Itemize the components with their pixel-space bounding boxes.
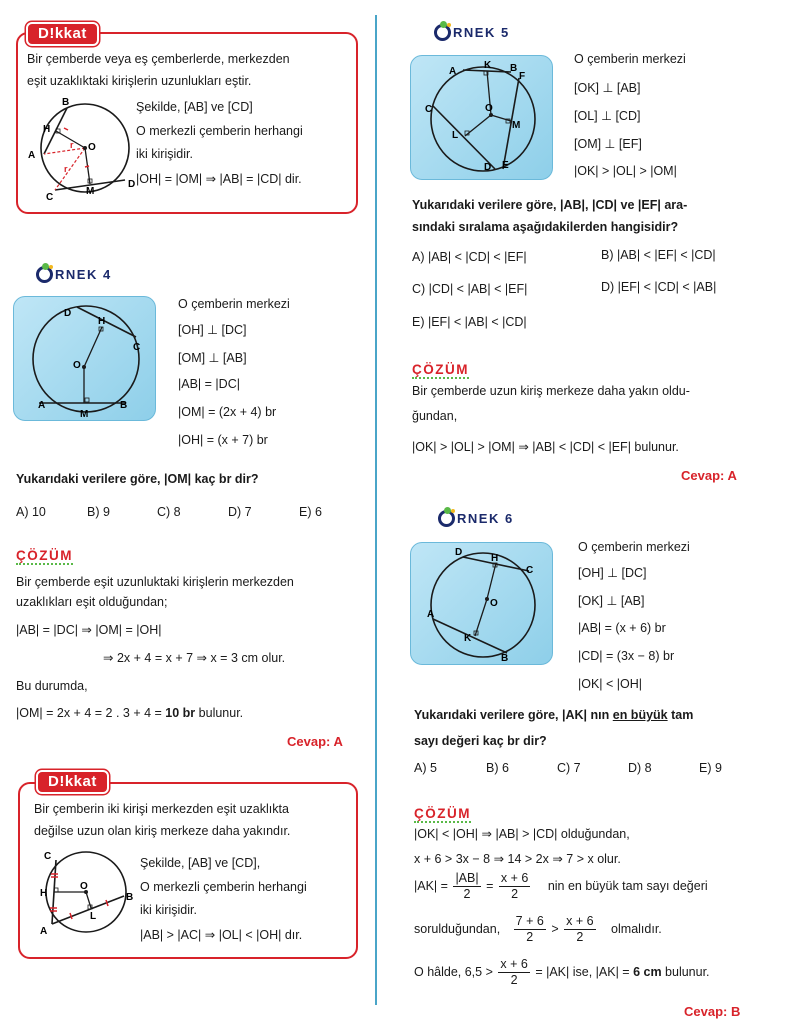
cozum5-header: ÇÖZÜM bbox=[412, 362, 469, 377]
cozum5-line-1: Bir çemberde uzun kiriş merkeze daha yakın oldu- bbox=[412, 384, 690, 398]
ornek5-figure bbox=[410, 55, 553, 180]
label-B: B bbox=[120, 400, 128, 411]
ornek5-question-2: sındaki sıralama aşağıdakilerden hangisidir? bbox=[412, 220, 679, 234]
ornek4-option-c: C) 8 bbox=[157, 505, 181, 519]
label-B: B bbox=[510, 63, 518, 74]
label-F: F bbox=[519, 71, 526, 82]
ornek4-given-2: [OH] ⊥ [DC] bbox=[178, 323, 247, 337]
ornek6-option-e: E) 9 bbox=[699, 761, 722, 775]
ornek4-given-1: O çemberin merkezi bbox=[178, 297, 290, 311]
ornek6-given-4: |AB| = (x + 6) br bbox=[578, 621, 666, 635]
dikkat2-figure bbox=[30, 846, 142, 942]
label-O: O bbox=[485, 103, 493, 114]
ornek6-option-c: C) 7 bbox=[557, 761, 581, 775]
ornek4-option-e: E) 6 bbox=[299, 505, 322, 519]
label-H: H bbox=[43, 124, 51, 135]
label-B: B bbox=[501, 653, 509, 664]
ornek-logo-icon bbox=[434, 24, 451, 41]
label-O: O bbox=[73, 360, 81, 371]
label-L: L bbox=[452, 130, 459, 141]
fraction: $\frac{x + 6}{2}$ bbox=[500, 957, 528, 987]
dikkat2-text-2: O merkezli çemberin herhangi bbox=[140, 880, 307, 894]
ornek6-given-5: |CD| = (3x − 8) br bbox=[578, 649, 675, 663]
cozum4-header: ÇÖZÜM bbox=[16, 548, 73, 563]
ornek6-given-3: [OK] ⊥ [AB] bbox=[578, 594, 645, 608]
label-E: E bbox=[502, 160, 509, 171]
ornek4-figure bbox=[13, 296, 156, 421]
label-H: H bbox=[491, 553, 499, 564]
fraction: $\frac{x + 6}{2}$ bbox=[500, 871, 529, 901]
cozum4-line-4: ⇒ 2x + 4 = x + 7 ⇒ x = 3 cm olur. bbox=[103, 651, 286, 665]
label-M: M bbox=[86, 186, 95, 197]
fraction: $\frac{|AB|}{2}$ bbox=[455, 871, 479, 901]
cozum4-line-6: |OM| = 2x + 4 = 2 . 3 + 4 = 10 br bulunur. bbox=[16, 706, 244, 720]
ornek5-option-e: E) |EF| < |AB| < |CD| bbox=[412, 315, 527, 329]
ornek4-given-4: |AB| = |DC| bbox=[178, 377, 240, 391]
dikkat-tag-1: D!kkat bbox=[26, 22, 99, 46]
ornek6-given-1: O çemberin merkezi bbox=[578, 540, 690, 554]
cozum6-line-2: x + 6 > 3x − 8 ⇒ 14 > 2x ⇒ 7 > x olur. bbox=[414, 852, 621, 866]
ornek5-given-1: O çemberin merkezi bbox=[574, 52, 686, 66]
label-B: B bbox=[62, 97, 70, 108]
label-C: C bbox=[133, 342, 141, 353]
label-O: O bbox=[88, 142, 96, 153]
label-O: O bbox=[80, 881, 88, 892]
ornek4-header: RNEK 4 bbox=[36, 266, 112, 283]
ornek6-given-2: [OH] ⊥ [DC] bbox=[578, 566, 647, 580]
ornek4-option-a: A) 10 bbox=[16, 505, 46, 519]
dikkat2-intro-1: Bir çemberin iki kirişi merkezden eşit uzaklıkta bbox=[34, 802, 289, 816]
ornek5-given-4: [OM] ⊥ [EF] bbox=[574, 137, 642, 151]
dikkat2-text-3: iki kirişidir. bbox=[140, 903, 197, 917]
label-r2: r bbox=[64, 164, 68, 174]
ornek4-given-3: [OM] ⊥ [AB] bbox=[178, 351, 247, 365]
cozum6-line-3: |AK| = $\frac{|AB|}{2}$ = $\frac{x + 6}{2}$ nin en büyük tam sayı değeri bbox=[414, 871, 708, 901]
cozum6-line-4: sorulduğundan, $\frac{7 + 6}{2}$ > $\frac{x + 6}{2}$ olmalıdır. bbox=[414, 914, 662, 944]
fraction: $\frac{x + 6}{2}$ bbox=[566, 914, 594, 944]
ornek6-option-d: D) 8 bbox=[628, 761, 652, 775]
label-H: H bbox=[40, 888, 48, 899]
label-B: B bbox=[126, 892, 134, 903]
ornek6-option-a: A) 5 bbox=[414, 761, 437, 775]
dikkat2-text-4: |AB| > |AC| ⇒ |OL| < |OH| dır. bbox=[140, 928, 303, 942]
dikkat-tag-2: D!kkat bbox=[36, 770, 109, 794]
cozum4-answer: Cevap: A bbox=[287, 734, 343, 749]
label-D: D bbox=[128, 179, 136, 190]
cozum5-answer: Cevap: A bbox=[681, 468, 737, 483]
ornek4-given-6: |OH| = (x + 7) br bbox=[178, 433, 268, 447]
dikkat1-intro-2: eşit uzaklıktaki kirişlerin uzunlukları eştir. bbox=[27, 74, 252, 88]
ornek5-option-d: D) |EF| < |CD| < |AB| bbox=[601, 280, 717, 294]
ornek6-given-6: |OK| < |OH| bbox=[578, 677, 643, 691]
column-divider bbox=[375, 15, 377, 1005]
dikkat1-figure bbox=[22, 92, 140, 204]
label-D: D bbox=[455, 547, 463, 558]
label-O: O bbox=[490, 598, 498, 609]
cozum6-line-1: |OK| < |OH| ⇒ |AB| > |CD| olduğundan, bbox=[414, 827, 630, 841]
label-L: L bbox=[90, 911, 97, 922]
dikkat1-intro-1: Bir çemberde veya eş çemberlerde, merkezden bbox=[27, 52, 290, 66]
label-C: C bbox=[526, 565, 534, 576]
label-K: K bbox=[484, 60, 492, 71]
cozum4-line-3: |AB| = |DC| ⇒ |OM| = |OH| bbox=[16, 623, 162, 637]
label-D: D bbox=[484, 162, 492, 173]
label-A: A bbox=[28, 150, 36, 161]
cozum4-line-1: Bir çemberde eşit uzunluktaki kirişlerin merkezden bbox=[16, 575, 294, 589]
dikkat1-text-1: Şekilde, [AB] ve [CD] bbox=[136, 100, 253, 114]
label-C: C bbox=[46, 192, 54, 203]
ornek5-question-1: Yukarıdaki verilere göre, |AB|, |CD| ve |EF| ara- bbox=[412, 198, 688, 212]
dikkat1-text-4: |OH| = |OM| ⇒ |AB| = |CD| dir. bbox=[136, 172, 302, 186]
ornek4-option-d: D) 7 bbox=[228, 505, 252, 519]
ornek4-option-b: B) 9 bbox=[87, 505, 110, 519]
label-C: C bbox=[425, 104, 433, 115]
ornek5-given-3: [OL] ⊥ [CD] bbox=[574, 109, 641, 123]
label-A: A bbox=[40, 926, 48, 937]
ornek6-header: RNEK 6 bbox=[438, 510, 514, 527]
label-M: M bbox=[512, 120, 521, 131]
dikkat1-text-2: O merkezli çemberin herhangi bbox=[136, 124, 303, 138]
ornek4-given-5: |OM| = (2x + 4) br bbox=[178, 405, 277, 419]
ornek-logo-icon bbox=[438, 510, 455, 527]
label-r1: r bbox=[70, 140, 74, 150]
ornek4-question: Yukarıdaki verilere göre, |OM| kaç br dir? bbox=[16, 472, 259, 486]
dikkat2-intro-2: değilse uzun olan kiriş merkeze daha yakındır. bbox=[34, 824, 291, 838]
cozum4-line-2: uzaklıkları eşit olduğundan; bbox=[16, 595, 168, 609]
ornek6-question-1: Yukarıdaki verilere göre, |AK| nın en büyük tam bbox=[414, 708, 694, 722]
cozum5-line-3: |OK| > |OL| > |OM| ⇒ |AB| < |CD| < |EF| bulunur. bbox=[412, 440, 679, 454]
label-H: H bbox=[98, 316, 106, 327]
cozum6-header: ÇÖZÜM bbox=[414, 806, 471, 821]
ornek5-option-a: A) |AB| < |CD| < |EF| bbox=[412, 250, 527, 264]
label-A: A bbox=[449, 66, 457, 77]
ornek6-figure bbox=[410, 542, 553, 665]
ornek5-given-2: [OK] ⊥ [AB] bbox=[574, 81, 641, 95]
ornek6-question-2: sayı değeri kaç br dir? bbox=[414, 734, 547, 748]
fraction: $\frac{7 + 6}{2}$ bbox=[515, 914, 544, 944]
label-K: K bbox=[464, 633, 472, 644]
dikkat2-text-1: Şekilde, [AB] ve [CD], bbox=[140, 856, 261, 870]
ornek5-given-5: |OK| > |OL| > |OM| bbox=[574, 164, 677, 178]
dikkat1-text-3: iki kirişidir. bbox=[136, 147, 193, 161]
label-M: M bbox=[80, 409, 89, 420]
label-D: D bbox=[64, 308, 72, 319]
cozum4-line-5: Bu durumda, bbox=[16, 679, 88, 693]
ornek5-header: RNEK 5 bbox=[434, 24, 510, 41]
cozum6-answer: Cevap: B bbox=[684, 1004, 741, 1019]
ornek-logo-icon bbox=[36, 266, 53, 283]
label-A: A bbox=[38, 400, 46, 411]
cozum6-line-5: O hâlde, 6,5 > $\frac{x + 6}{2}$ = |AK| ise, |AK| = 6 cm bulunur. bbox=[414, 957, 710, 987]
cozum5-line-2: ğundan, bbox=[412, 409, 458, 423]
label-A: A bbox=[427, 609, 435, 620]
label-C: C bbox=[44, 851, 52, 862]
ornek6-option-b: B) 6 bbox=[486, 761, 509, 775]
ornek5-option-c: C) |CD| < |AB| < |EF| bbox=[412, 282, 528, 296]
ornek5-option-b: B) |AB| < |EF| < |CD| bbox=[601, 248, 716, 262]
